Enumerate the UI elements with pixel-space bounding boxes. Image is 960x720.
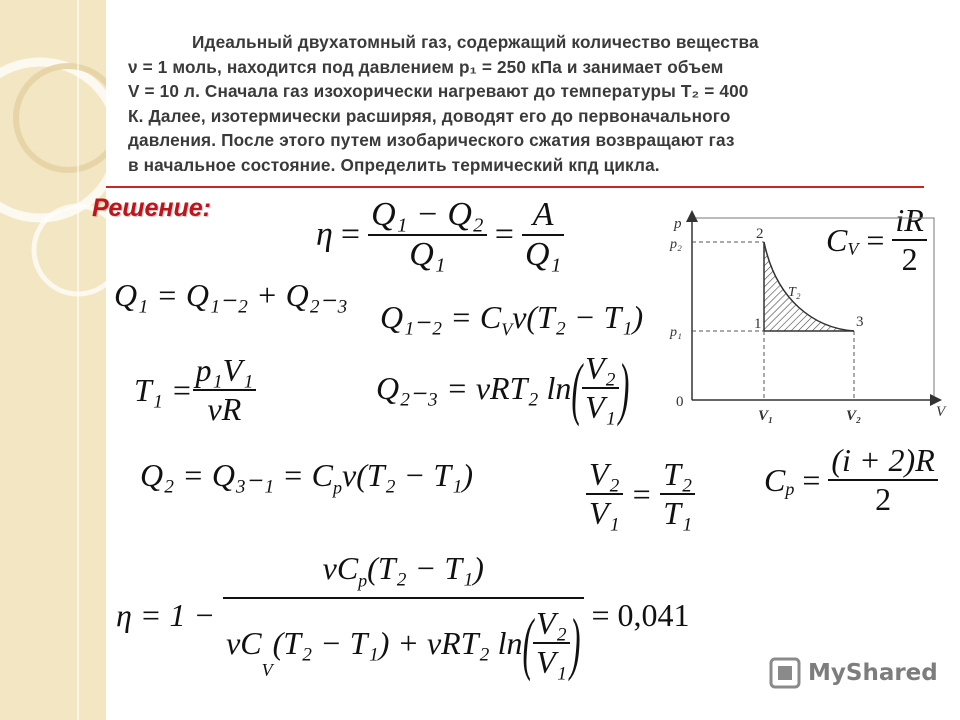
nu-symbol: ν (322, 550, 337, 586)
watermark (768, 656, 938, 690)
t1-lhs: T₁ = (134, 371, 193, 408)
c-symbol: C (240, 624, 262, 661)
q12-rhs: ν(T₂ − T₁) (512, 299, 644, 335)
final-result: = 0,041 (591, 597, 690, 634)
q12-formula (380, 298, 643, 340)
equals-sign: = (630, 475, 653, 512)
c-symbol: C (764, 461, 786, 498)
q2-lhs: Q₂ = Q₃₋₁ = (140, 457, 312, 493)
point-1-label: 1 (754, 316, 762, 332)
numerator: V₂ (536, 605, 567, 642)
point-2-label: 2 (756, 226, 764, 242)
problem-line: V = 10 л. Сначала газ изохорически нагревают до температуры T₂ = 400 (128, 81, 749, 102)
fraction (660, 456, 695, 532)
efficiency-formula (316, 196, 564, 274)
parentheses: ( $\frac{\text{V₂}}{\text{V₁}}$ ) (522, 602, 581, 682)
problem-line: в начальное состояние. Определить термический кпд цикла. (128, 154, 660, 175)
c-symbol: C (336, 550, 359, 586)
denominator: V₁ (589, 495, 620, 531)
denominator: Q₁ (409, 236, 446, 273)
denominator: Q₁ (524, 236, 562, 273)
v1-label: V₁ (758, 408, 774, 424)
origin-label: 0 (676, 394, 684, 410)
v-axis-label: V (936, 404, 946, 420)
p-axis-label: p (674, 216, 682, 232)
denominator: V₁ (585, 389, 616, 425)
fraction (586, 456, 623, 532)
c-symbol: C (826, 221, 848, 258)
t1-formula (134, 352, 256, 428)
nu-symbol: ν (226, 624, 241, 661)
numerator: V₂ (585, 350, 616, 386)
fraction (223, 550, 583, 681)
problem-line: давления. После этого путем изобарического сжатия возвращают газ (128, 130, 735, 151)
numerator (320, 550, 487, 591)
solution-heading: Решение: (92, 194, 211, 222)
fraction (582, 350, 619, 426)
numerator: A (532, 196, 554, 233)
fraction (533, 605, 570, 681)
isotherm-label: T₂ (788, 285, 801, 300)
fraction (193, 352, 257, 428)
numerator: iR (895, 202, 924, 238)
p1-label: p₁ (670, 325, 682, 340)
c-symbol: C (479, 299, 502, 335)
denominator: T₁ (663, 495, 693, 531)
equals-sign: = (802, 461, 821, 498)
fraction (522, 196, 564, 274)
q23-formula (376, 347, 630, 427)
denominator: νR (207, 391, 242, 427)
fraction (368, 196, 487, 274)
eta-symbol: η (316, 216, 333, 253)
v2-label: V₂ (846, 408, 862, 424)
decorative-circles (0, 0, 106, 720)
q2-formula (140, 456, 473, 498)
numerator: (i + 2)R (831, 442, 935, 478)
cp-subscript: p (333, 477, 343, 498)
numerator: T₂ (663, 456, 693, 492)
divider-line (106, 186, 924, 188)
decorative-side-panel (0, 0, 106, 720)
problem-line: Идеальный двухатомный газ, содержащий количество вещества (192, 32, 759, 52)
denominator: V₁ (536, 644, 567, 681)
q1-sum-formula: Q₁ = Q₁₋₂ + Q₂₋₃ (114, 277, 348, 313)
q23-lhs: Q₂₋₃ = νRT₂ ln (376, 370, 572, 406)
denominator-rest: (T₂ − T₁) + νRT₂ ln (272, 624, 523, 661)
problem-line: ν = 1 моль, находится под давлением p₁ = 250 кПа и занимает объем (128, 56, 724, 77)
problem-statement (128, 30, 888, 178)
final-efficiency-formula (116, 550, 690, 681)
fraction (828, 442, 937, 518)
q12-lhs: Q₁₋₂ = (380, 299, 480, 335)
cycle-area (764, 242, 854, 331)
denominator (223, 602, 583, 682)
cp-formula (764, 442, 938, 518)
point-3-label: 3 (856, 314, 864, 330)
p2-label: p₂ (670, 237, 682, 252)
cv-subscript: V (261, 660, 273, 681)
numerator: Q₁ − Q₂ (371, 196, 484, 233)
equals-sign: = (494, 216, 514, 253)
numerator: p₁V₁ (195, 352, 254, 388)
cp-subscript: p (785, 479, 795, 499)
equals-sign: = (866, 221, 885, 258)
denominator: 2 (901, 241, 918, 277)
problem-line: К. Далее, изотермически расширяя, доводят его до первоначального (128, 105, 731, 126)
equals-sign: = (340, 216, 361, 253)
cv-subscript: V (847, 239, 859, 259)
cp-subscript: p (358, 570, 368, 591)
cv-subscript: V (501, 319, 513, 340)
q2-rhs: ν(T₂ − T₁) (342, 457, 473, 493)
numerator: V₂ (589, 456, 620, 492)
eta-final-lhs: η = 1 − (116, 597, 216, 634)
denominator: 2 (875, 481, 892, 517)
watermark-text: MyShared (808, 660, 938, 686)
numerator-rest: (T₂ − T₁) (367, 550, 484, 586)
pv-diagram (664, 210, 954, 440)
c-symbol: C (311, 457, 334, 493)
parentheses: ( $\frac{\text{V₂}}{\text{V₁}}$ ) (571, 347, 630, 427)
plot-frame (692, 218, 934, 400)
volume-ratio-formula (586, 456, 695, 532)
myshared-logo-icon (768, 656, 802, 690)
